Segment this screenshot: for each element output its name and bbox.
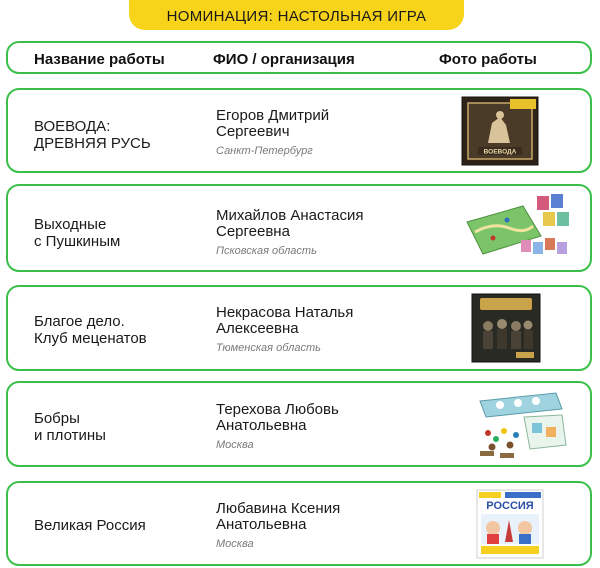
box-lettering: РОССИЯ: [486, 500, 534, 512]
author-name: Терехова Любовь Анатольевна: [216, 401, 339, 434]
work-photo: [460, 95, 540, 167]
table-row: [6, 381, 592, 467]
table-row: [6, 184, 592, 272]
nomination-title-banner: [129, 0, 464, 30]
author-info: [216, 305, 416, 354]
nomination-title: НОМИНАЦИЯ: НАСТОЛЬНАЯ ИГРА: [166, 7, 427, 25]
work-photo: [470, 387, 570, 463]
author-region: Псковская область: [216, 245, 317, 257]
author-region: Москва: [216, 439, 254, 451]
author-region: Санкт-Петербург: [216, 145, 313, 157]
table-header: [6, 41, 592, 74]
work-photo: [470, 292, 542, 364]
work-title: ВОЕВОДА: ДРЕВНЯЯ РУСЬ: [34, 118, 151, 152]
author-name: Любавина Ксения Анатольевна: [216, 500, 341, 533]
work-photo: [463, 192, 575, 266]
author-info: [216, 208, 416, 257]
work-title: Благое дело. Клуб меценатов: [34, 313, 147, 347]
author-info: [216, 501, 416, 550]
table-row: [6, 481, 592, 566]
author-info: [216, 108, 416, 157]
box-lettering: ВОЕВОДА: [483, 148, 517, 156]
author-name: Некрасова Наталья Алексеевна: [216, 304, 354, 337]
work-photo: [475, 488, 545, 560]
table-row: [6, 285, 592, 371]
work-title: Бобры и плотины: [34, 410, 106, 444]
column-header-photo: Фото работы: [439, 51, 537, 68]
work-title: Великая Россия: [34, 517, 146, 534]
author-region: Тюменская область: [216, 342, 321, 354]
work-title: Выходные с Пушкиным: [34, 216, 121, 250]
table-row: [6, 88, 592, 173]
column-header-work: Название работы: [34, 51, 165, 68]
author-region: Москва: [216, 538, 254, 550]
author-name: Егоров Дмитрий Сергеевич: [216, 107, 330, 140]
author-info: [216, 402, 416, 451]
column-header-author: ФИО / организация: [213, 51, 355, 68]
author-name: Михайлов Анастасия Сергеевна: [216, 207, 364, 240]
